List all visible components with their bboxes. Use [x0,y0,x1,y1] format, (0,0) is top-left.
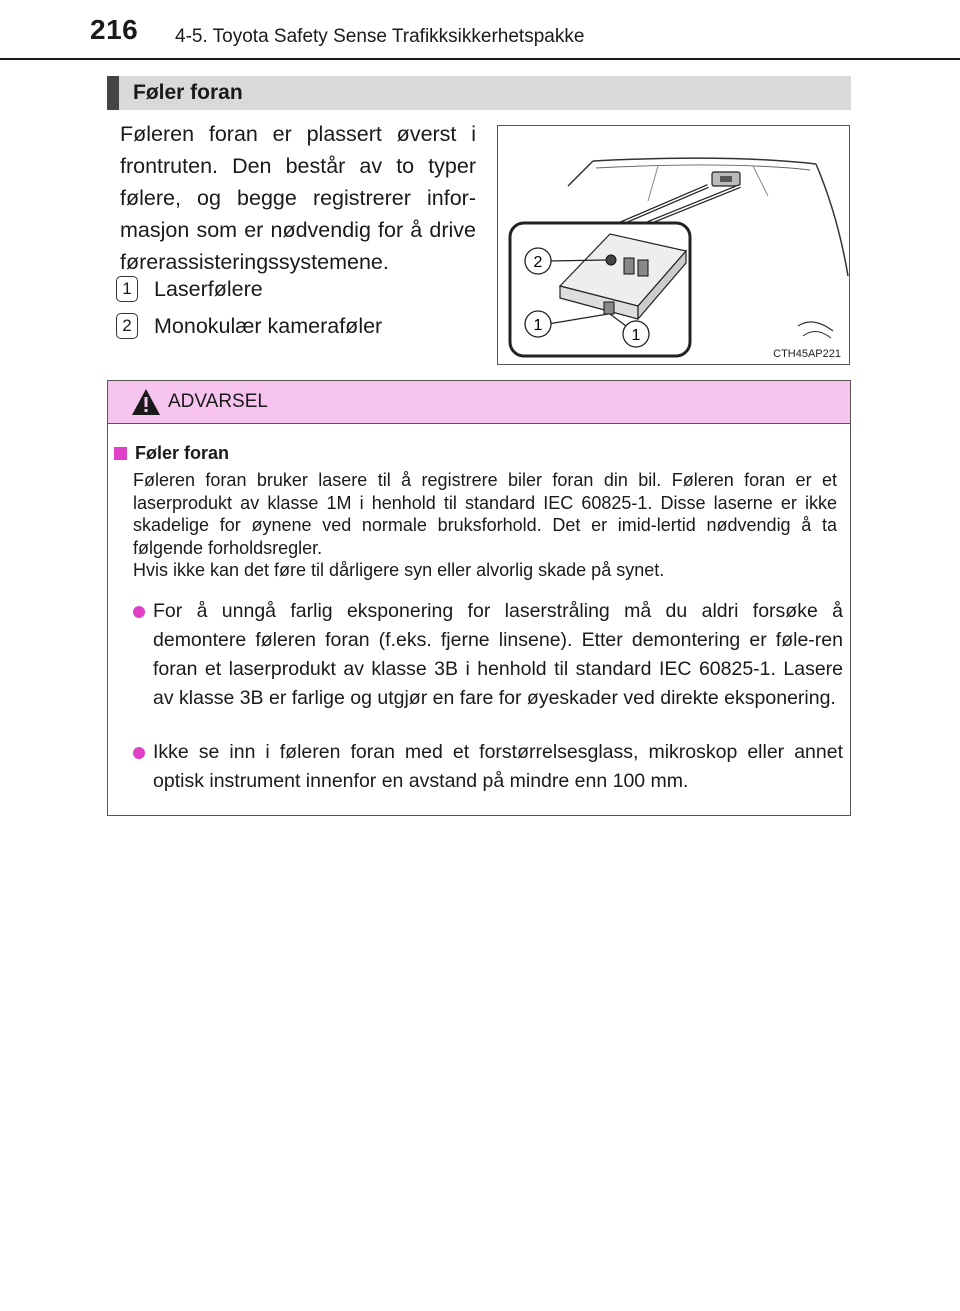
page-number: 216 [90,14,139,45]
section-title: Føler foran [133,81,243,104]
legend-label-2: Monokulær kameraføler [154,313,383,338]
section-heading-bar [107,76,119,110]
warning-bullet-text-1: For å unngå farlig eksponering for laserstråling må du aldri forsøke å demontere føleren foran (f.eks. fjerne linsene). Etter demontering er føle-ren foran et laserprodukt av klasse 3B i henhold til standard IEC 60825-1. Lasere av klasse 3B er farlige og utgjør en fare for øyeskader ved direkte eksponering. [153,600,843,709]
windshield-sensor-illustration [498,126,850,365]
legend-item-2 [116,313,382,339]
warning-label: ADVARSEL [168,391,268,412]
header-rule [0,58,960,60]
sensor-figure [497,125,850,365]
warning-header [108,381,850,424]
chapter-title: 4-5. Toyota Safety Sense Trafikksikkerhetspakke [175,26,585,47]
callout-1b: 1 [631,327,641,344]
callout-1a: 1 [533,317,543,334]
warning-bullet-2 [133,738,843,796]
warning-box [107,380,851,816]
warning-paragraph-1: Føleren foran bruker lasere til å registrere biler foran din bil. Føleren foran er et laserprodukt av klasse 1M i henhold til standard IEC 60825-1. Disse laserne er ikke skadelige for øynene ved normale bruksforhold. Det er imid-lertid nødvendig å ta følgende forholdsregler. [133,470,837,558]
warning-bullet-1 [133,597,843,713]
warning-subheading [114,443,229,464]
legend-number-1: 1 [116,276,138,302]
warning-paragraph [133,469,837,582]
legend-item-1 [116,276,263,302]
section-heading [107,76,851,110]
legend-label-1: Laserfølere [154,276,263,301]
figure-code: CTH45AP221 [773,348,841,360]
warning-triangle-icon [130,387,162,417]
square-bullet-icon [114,447,127,460]
warning-paragraph-2: Hvis ikke kan det føre til dårligere syn eller alvorlig skade på synet. [133,560,665,580]
warning-subheading-text: Føler foran [135,443,230,463]
intro-text: Føleren foran er plassert øverst i frontruten. Den består av to typer følere, og begge registrerer infor-masjon som er nødvendig for å drive førerassisteringssystemene. [120,122,476,274]
bullet-dot-icon [133,747,145,759]
legend-number-2: 2 [116,313,138,339]
bullet-dot-icon [133,606,145,618]
callout-2: 2 [533,254,543,271]
warning-bullet-text-2: Ikke se inn i føleren foran med et forstørrelsesglass, mikroskop eller annet optisk instrument innenfor en avstand på mindre enn 100 mm. [153,741,843,792]
